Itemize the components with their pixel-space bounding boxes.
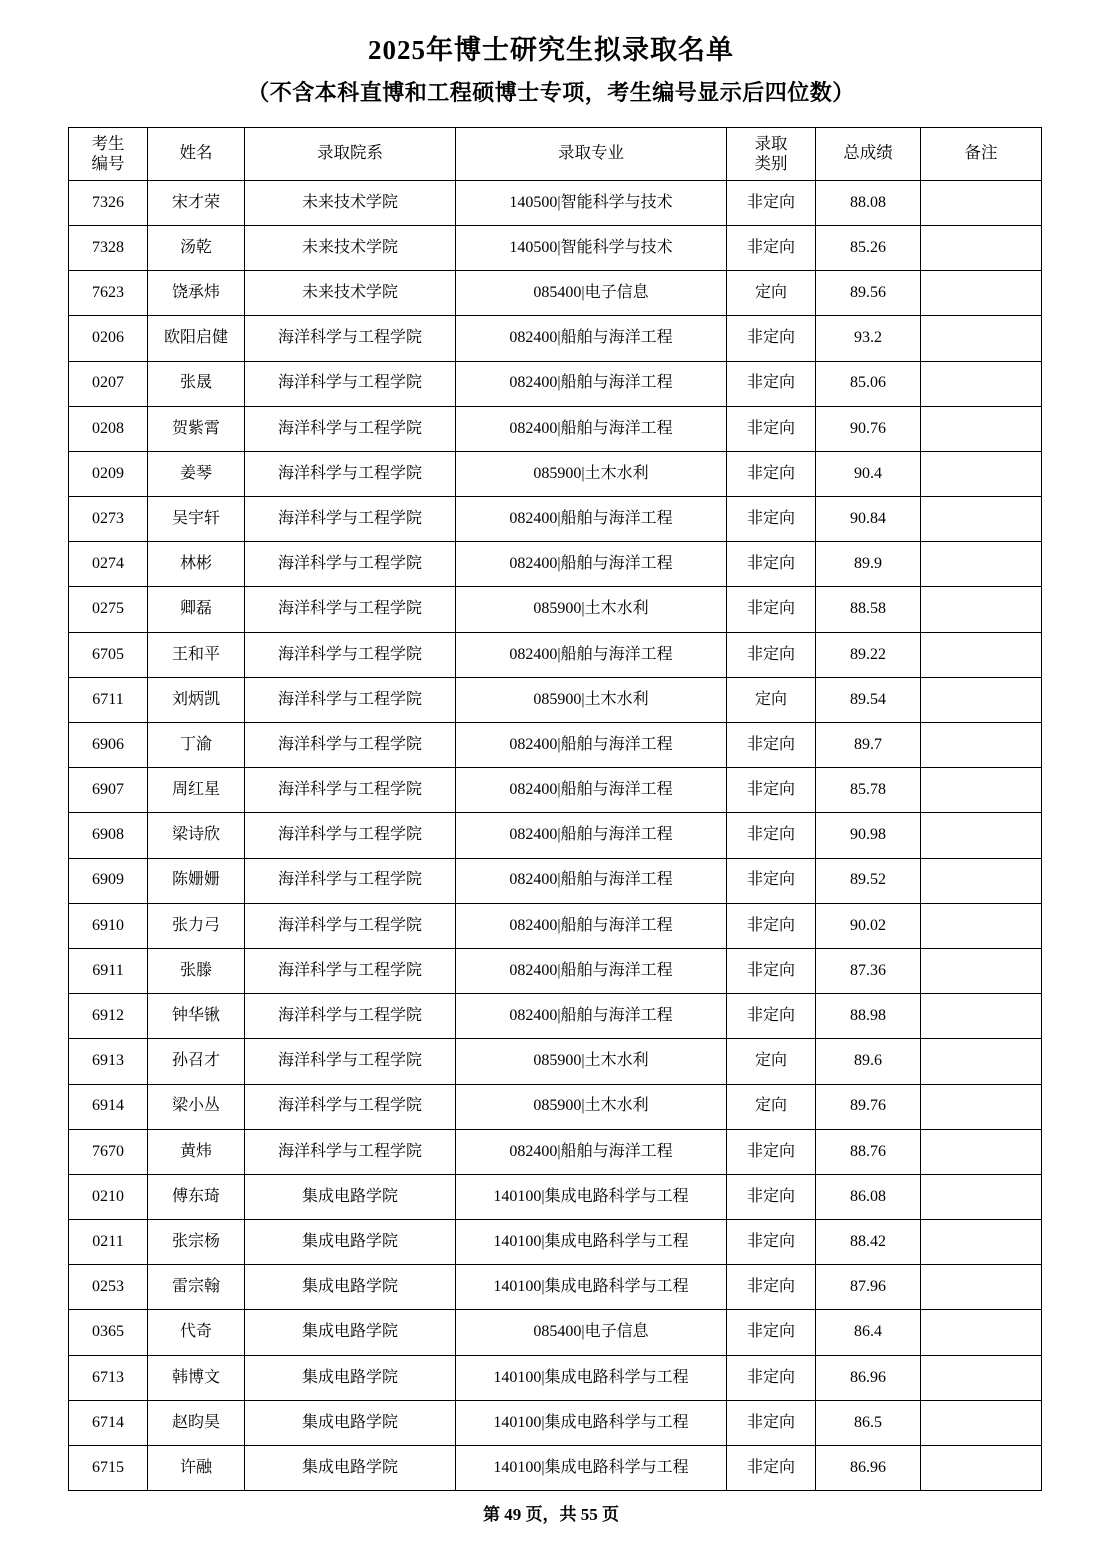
cell-admission-type: 非定向 <box>727 1265 816 1310</box>
cell-remark <box>921 225 1042 270</box>
cell-name: 钟华锹 <box>148 994 245 1039</box>
cell-name: 韩博文 <box>148 1355 245 1400</box>
cell-name: 赵昀昊 <box>148 1400 245 1445</box>
cell-remark <box>921 1084 1042 1129</box>
column-header-total-score: 总成绩 <box>816 127 921 180</box>
cell-admission-type: 非定向 <box>727 542 816 587</box>
cell-major: 082400|船舶与海洋工程 <box>456 361 727 406</box>
cell-candidate-id: 0208 <box>69 406 148 451</box>
cell-total-score: 89.54 <box>816 677 921 722</box>
cell-remark <box>921 1400 1042 1445</box>
cell-total-score: 88.58 <box>816 587 921 632</box>
cell-candidate-id: 0206 <box>69 316 148 361</box>
cell-major: 082400|船舶与海洋工程 <box>456 948 727 993</box>
cell-name: 丁渝 <box>148 723 245 768</box>
cell-candidate-id: 6908 <box>69 813 148 858</box>
table-row <box>69 858 1042 903</box>
cell-candidate-id: 0207 <box>69 361 148 406</box>
cell-total-score: 88.08 <box>816 180 921 225</box>
cell-major: 082400|船舶与海洋工程 <box>456 1129 727 1174</box>
column-header-department: 录取院系 <box>245 127 456 180</box>
cell-remark <box>921 1446 1042 1491</box>
column-header-candidate-id-line1: 考生 <box>91 134 125 154</box>
cell-remark <box>921 1265 1042 1310</box>
cell-department: 海洋科学与工程学院 <box>245 361 456 406</box>
cell-total-score: 90.4 <box>816 451 921 496</box>
cell-major: 085900|土木水利 <box>456 1084 727 1129</box>
cell-total-score: 85.06 <box>816 361 921 406</box>
cell-remark <box>921 903 1042 948</box>
cell-candidate-id: 6913 <box>69 1039 148 1084</box>
table-row <box>69 271 1042 316</box>
table-row <box>69 723 1042 768</box>
column-header-admission-type-line1: 录取 <box>754 134 788 154</box>
cell-total-score: 86.5 <box>816 1400 921 1445</box>
cell-admission-type: 非定向 <box>727 723 816 768</box>
cell-department: 未来技术学院 <box>245 225 456 270</box>
cell-name: 张力弓 <box>148 903 245 948</box>
cell-department: 集成电路学院 <box>245 1446 456 1491</box>
cell-candidate-id: 6906 <box>69 723 148 768</box>
cell-department: 集成电路学院 <box>245 1355 456 1400</box>
cell-admission-type: 非定向 <box>727 1220 816 1265</box>
cell-remark <box>921 316 1042 361</box>
cell-total-score: 86.96 <box>816 1355 921 1400</box>
cell-remark <box>921 768 1042 813</box>
cell-candidate-id: 6912 <box>69 994 148 1039</box>
cell-name: 孙召才 <box>148 1039 245 1084</box>
cell-department: 集成电路学院 <box>245 1220 456 1265</box>
cell-candidate-id: 6713 <box>69 1355 148 1400</box>
cell-admission-type: 定向 <box>727 677 816 722</box>
table-header-row <box>69 127 1042 180</box>
cell-department: 未来技术学院 <box>245 271 456 316</box>
cell-name: 贺紫霄 <box>148 406 245 451</box>
table-row <box>69 1174 1042 1219</box>
cell-name: 汤乾 <box>148 225 245 270</box>
table-row <box>69 948 1042 993</box>
cell-name: 王和平 <box>148 632 245 677</box>
cell-major: 082400|船舶与海洋工程 <box>456 994 727 1039</box>
cell-name: 陈姗姗 <box>148 858 245 903</box>
table-row <box>69 316 1042 361</box>
cell-candidate-id: 6907 <box>69 768 148 813</box>
cell-department: 海洋科学与工程学院 <box>245 451 456 496</box>
cell-remark <box>921 361 1042 406</box>
cell-major: 085900|土木水利 <box>456 1039 727 1084</box>
column-header-admission-type <box>727 127 816 180</box>
cell-candidate-id: 0253 <box>69 1265 148 1310</box>
cell-name: 卿磊 <box>148 587 245 632</box>
table-row <box>69 406 1042 451</box>
cell-total-score: 89.9 <box>816 542 921 587</box>
table-row <box>69 1265 1042 1310</box>
cell-candidate-id: 0210 <box>69 1174 148 1219</box>
cell-admission-type: 非定向 <box>727 1310 816 1355</box>
cell-candidate-id: 6711 <box>69 677 148 722</box>
cell-admission-type: 非定向 <box>727 768 816 813</box>
cell-name: 张晟 <box>148 361 245 406</box>
cell-department: 海洋科学与工程学院 <box>245 316 456 361</box>
cell-department: 海洋科学与工程学院 <box>245 497 456 542</box>
cell-candidate-id: 7623 <box>69 271 148 316</box>
cell-name: 黄炜 <box>148 1129 245 1174</box>
cell-remark <box>921 180 1042 225</box>
cell-major: 082400|船舶与海洋工程 <box>456 903 727 948</box>
cell-major: 085400|电子信息 <box>456 1310 727 1355</box>
cell-remark <box>921 1174 1042 1219</box>
cell-admission-type: 非定向 <box>727 180 816 225</box>
table-row <box>69 632 1042 677</box>
cell-remark <box>921 813 1042 858</box>
cell-total-score: 86.08 <box>816 1174 921 1219</box>
cell-total-score: 87.36 <box>816 948 921 993</box>
cell-admission-type: 非定向 <box>727 225 816 270</box>
cell-admission-type: 定向 <box>727 271 816 316</box>
cell-major: 082400|船舶与海洋工程 <box>456 497 727 542</box>
cell-remark <box>921 1220 1042 1265</box>
cell-remark <box>921 587 1042 632</box>
cell-department: 海洋科学与工程学院 <box>245 768 456 813</box>
cell-candidate-id: 0273 <box>69 497 148 542</box>
cell-candidate-id: 7670 <box>69 1129 148 1174</box>
cell-department: 集成电路学院 <box>245 1310 456 1355</box>
table-row <box>69 1220 1042 1265</box>
cell-remark <box>921 994 1042 1039</box>
cell-major: 140100|集成电路科学与工程 <box>456 1446 727 1491</box>
cell-department: 海洋科学与工程学院 <box>245 632 456 677</box>
cell-admission-type: 非定向 <box>727 316 816 361</box>
cell-remark <box>921 542 1042 587</box>
admission-list-table <box>68 127 1042 1491</box>
cell-remark <box>921 451 1042 496</box>
cell-major: 082400|船舶与海洋工程 <box>456 406 727 451</box>
cell-admission-type: 非定向 <box>727 1129 816 1174</box>
column-header-name: 姓名 <box>148 127 245 180</box>
cell-department: 海洋科学与工程学院 <box>245 813 456 858</box>
cell-department: 海洋科学与工程学院 <box>245 1084 456 1129</box>
cell-department: 海洋科学与工程学院 <box>245 858 456 903</box>
cell-admission-type: 非定向 <box>727 361 816 406</box>
cell-name: 欧阳启健 <box>148 316 245 361</box>
cell-total-score: 87.96 <box>816 1265 921 1310</box>
table-body <box>69 180 1042 1490</box>
cell-major: 082400|船舶与海洋工程 <box>456 542 727 587</box>
table-row <box>69 903 1042 948</box>
cell-remark <box>921 1039 1042 1084</box>
cell-major: 082400|船舶与海洋工程 <box>456 632 727 677</box>
table-row <box>69 587 1042 632</box>
cell-candidate-id: 0365 <box>69 1310 148 1355</box>
cell-total-score: 85.26 <box>816 225 921 270</box>
cell-department: 海洋科学与工程学院 <box>245 1039 456 1084</box>
cell-total-score: 86.96 <box>816 1446 921 1491</box>
cell-department: 海洋科学与工程学院 <box>245 542 456 587</box>
table-row <box>69 451 1042 496</box>
cell-major: 082400|船舶与海洋工程 <box>456 316 727 361</box>
cell-department: 集成电路学院 <box>245 1400 456 1445</box>
cell-major: 140100|集成电路科学与工程 <box>456 1174 727 1219</box>
cell-department: 集成电路学院 <box>245 1265 456 1310</box>
column-header-major: 录取专业 <box>456 127 727 180</box>
table-row <box>69 1355 1042 1400</box>
cell-total-score: 89.52 <box>816 858 921 903</box>
cell-name: 张宗杨 <box>148 1220 245 1265</box>
cell-candidate-id: 0274 <box>69 542 148 587</box>
table-row <box>69 542 1042 587</box>
page-subtitle: （不含本科直博和工程硕博士专项，考生编号显示后四位数） <box>247 80 855 106</box>
cell-candidate-id: 0209 <box>69 451 148 496</box>
page-title: 2025年博士研究生拟录取名单 <box>368 35 734 65</box>
cell-major: 085900|土木水利 <box>456 451 727 496</box>
cell-department: 海洋科学与工程学院 <box>245 677 456 722</box>
table-row <box>69 1084 1042 1129</box>
cell-remark <box>921 858 1042 903</box>
cell-total-score: 88.76 <box>816 1129 921 1174</box>
cell-total-score: 90.98 <box>816 813 921 858</box>
cell-remark <box>921 948 1042 993</box>
cell-department: 海洋科学与工程学院 <box>245 1129 456 1174</box>
cell-candidate-id: 6909 <box>69 858 148 903</box>
cell-candidate-id: 0211 <box>69 1220 148 1265</box>
cell-admission-type: 定向 <box>727 1039 816 1084</box>
cell-department: 海洋科学与工程学院 <box>245 903 456 948</box>
cell-candidate-id: 6705 <box>69 632 148 677</box>
cell-candidate-id: 6714 <box>69 1400 148 1445</box>
table-row <box>69 994 1042 1039</box>
table-row <box>69 180 1042 225</box>
cell-major: 140100|集成电路科学与工程 <box>456 1220 727 1265</box>
table-row <box>69 1310 1042 1355</box>
cell-name: 刘炳凯 <box>148 677 245 722</box>
cell-total-score: 89.76 <box>816 1084 921 1129</box>
cell-remark <box>921 632 1042 677</box>
cell-candidate-id: 6914 <box>69 1084 148 1129</box>
cell-name: 代奇 <box>148 1310 245 1355</box>
cell-admission-type: 定向 <box>727 1084 816 1129</box>
cell-admission-type: 非定向 <box>727 903 816 948</box>
cell-department: 海洋科学与工程学院 <box>245 994 456 1039</box>
cell-total-score: 89.6 <box>816 1039 921 1084</box>
cell-total-score: 90.02 <box>816 903 921 948</box>
cell-total-score: 89.7 <box>816 723 921 768</box>
cell-admission-type: 非定向 <box>727 1400 816 1445</box>
cell-admission-type: 非定向 <box>727 813 816 858</box>
cell-name: 宋才荣 <box>148 180 245 225</box>
cell-department: 海洋科学与工程学院 <box>245 723 456 768</box>
cell-major: 140500|智能科学与技术 <box>456 180 727 225</box>
table-row <box>69 768 1042 813</box>
table-row <box>69 225 1042 270</box>
table-row <box>69 1400 1042 1445</box>
cell-name: 梁诗欣 <box>148 813 245 858</box>
cell-department: 未来技术学院 <box>245 180 456 225</box>
cell-remark <box>921 497 1042 542</box>
column-header-admission-type-line2: 类别 <box>754 153 788 173</box>
cell-name: 吴宇轩 <box>148 497 245 542</box>
cell-total-score: 88.42 <box>816 1220 921 1265</box>
cell-remark <box>921 723 1042 768</box>
cell-total-score: 93.2 <box>816 316 921 361</box>
cell-candidate-id: 0275 <box>69 587 148 632</box>
cell-admission-type: 非定向 <box>727 858 816 903</box>
cell-total-score: 89.22 <box>816 632 921 677</box>
cell-major: 140100|集成电路科学与工程 <box>456 1355 727 1400</box>
cell-major: 085900|土木水利 <box>456 587 727 632</box>
cell-total-score: 85.78 <box>816 768 921 813</box>
column-header-candidate-id-line2: 编号 <box>91 153 125 173</box>
column-header-candidate-id <box>69 127 148 180</box>
cell-total-score: 89.56 <box>816 271 921 316</box>
table-row <box>69 497 1042 542</box>
cell-admission-type: 非定向 <box>727 406 816 451</box>
page-footer: 第 49 页，共 55 页 <box>483 1505 619 1524</box>
cell-name: 周红星 <box>148 768 245 813</box>
column-header-remark: 备注 <box>921 127 1042 180</box>
cell-remark <box>921 406 1042 451</box>
cell-major: 085400|电子信息 <box>456 271 727 316</box>
cell-remark <box>921 1129 1042 1174</box>
cell-major: 082400|船舶与海洋工程 <box>456 813 727 858</box>
cell-admission-type: 非定向 <box>727 1174 816 1219</box>
cell-name: 许融 <box>148 1446 245 1491</box>
cell-name: 饶承炜 <box>148 271 245 316</box>
table-row <box>69 1129 1042 1174</box>
cell-major: 082400|船舶与海洋工程 <box>456 858 727 903</box>
cell-admission-type: 非定向 <box>727 497 816 542</box>
cell-candidate-id: 7328 <box>69 225 148 270</box>
cell-candidate-id: 7326 <box>69 180 148 225</box>
cell-admission-type: 非定向 <box>727 1446 816 1491</box>
cell-remark <box>921 1355 1042 1400</box>
cell-major: 140100|集成电路科学与工程 <box>456 1400 727 1445</box>
cell-admission-type: 非定向 <box>727 451 816 496</box>
cell-total-score: 86.4 <box>816 1310 921 1355</box>
cell-name: 张滕 <box>148 948 245 993</box>
cell-admission-type: 非定向 <box>727 994 816 1039</box>
table-row <box>69 361 1042 406</box>
cell-name: 傅东琦 <box>148 1174 245 1219</box>
cell-major: 082400|船舶与海洋工程 <box>456 768 727 813</box>
cell-department: 海洋科学与工程学院 <box>245 406 456 451</box>
cell-total-score: 88.98 <box>816 994 921 1039</box>
cell-total-score: 90.84 <box>816 497 921 542</box>
cell-major: 082400|船舶与海洋工程 <box>456 723 727 768</box>
cell-name: 林彬 <box>148 542 245 587</box>
cell-admission-type: 非定向 <box>727 948 816 993</box>
cell-candidate-id: 6910 <box>69 903 148 948</box>
table-row <box>69 1446 1042 1491</box>
cell-candidate-id: 6715 <box>69 1446 148 1491</box>
cell-name: 梁小丛 <box>148 1084 245 1129</box>
cell-admission-type: 非定向 <box>727 632 816 677</box>
cell-total-score: 90.76 <box>816 406 921 451</box>
cell-name: 姜琴 <box>148 451 245 496</box>
cell-department: 集成电路学院 <box>245 1174 456 1219</box>
table-row <box>69 813 1042 858</box>
cell-major: 085900|土木水利 <box>456 677 727 722</box>
cell-remark <box>921 1310 1042 1355</box>
table-row <box>69 1039 1042 1084</box>
cell-admission-type: 非定向 <box>727 1355 816 1400</box>
cell-major: 140500|智能科学与技术 <box>456 225 727 270</box>
cell-admission-type: 非定向 <box>727 587 816 632</box>
cell-department: 海洋科学与工程学院 <box>245 948 456 993</box>
cell-remark <box>921 271 1042 316</box>
cell-major: 140100|集成电路科学与工程 <box>456 1265 727 1310</box>
cell-remark <box>921 677 1042 722</box>
cell-name: 雷宗翰 <box>148 1265 245 1310</box>
cell-department: 海洋科学与工程学院 <box>245 587 456 632</box>
table-row <box>69 677 1042 722</box>
cell-candidate-id: 6911 <box>69 948 148 993</box>
